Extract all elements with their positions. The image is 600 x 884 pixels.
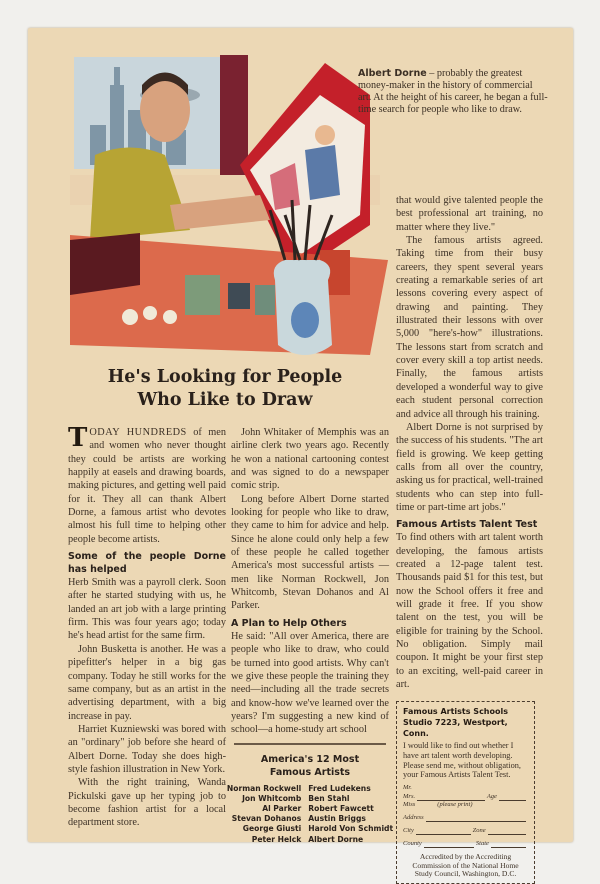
zone-field[interactable] <box>488 826 526 835</box>
lead-caps: ODAY HUNDREDS <box>89 427 187 438</box>
county-field[interactable] <box>424 839 474 848</box>
paragraph: With the right training, Wanda Pickulski gave up her typing job to become fashion artist for a local department store. <box>68 777 226 829</box>
artist-name: Harold Von Schmidt <box>308 824 394 834</box>
illustration-caption <box>358 68 548 116</box>
column-3 <box>396 194 543 884</box>
label-mrs: Mrs. <box>403 792 416 800</box>
mail-coupon[interactable] <box>396 701 535 884</box>
drop-cap: T <box>68 423 88 453</box>
artist-name: Robert Fawcett <box>308 803 374 813</box>
paragraph: The famous artists agreed. Taking time from their busy careers, they spent several years creating a remarkable series of art lessons covering every aspect of drawing and painting. They illustrated their lessons with over 5,000 "here's-how" illustrations. The lessons start from scratch and cover every skill a top artist needs. Finally, the famous artists developed a wonderful way to give each student personal correction and advice all through his training. <box>396 235 543 420</box>
divider <box>234 743 386 745</box>
coupon-header-2: Studio 7223, Westport, Conn. <box>403 718 508 739</box>
headline-line-2: Who Like to Draw <box>137 390 313 410</box>
famous-title-2: Famous Artists <box>269 766 351 778</box>
coupon-intro: I would like to find out whether I have art talent worth developing. Please send me, without obligation, your Famous Artists Talent Test. <box>403 741 521 780</box>
artist-name: Fred Ludekens <box>308 783 371 793</box>
label-please-print: (please print) <box>437 800 473 808</box>
label-age: Age <box>486 792 497 800</box>
state-field[interactable] <box>491 839 526 848</box>
albert-dorne-illustration <box>70 55 388 365</box>
paragraph: Herb Smith was a payroll clerk. Soon after he started studying with us, he landed an art job with a large printing firm. This was four years ago; today he's head artist for the same firm. <box>68 577 226 642</box>
section-heading-talent-test: Famous Artists Talent Test <box>396 519 538 531</box>
label-mr: Mr. <box>403 783 412 791</box>
label-address: Address <box>403 813 424 821</box>
paragraph: He said: "All over America, there are people who like to draw, who could be turned into good artists. Why can't we give these people the training they need—including all the trade secrets and know-how we've learned over the years? I'm suggesting a new kind of school—a home-study art school <box>231 630 389 736</box>
headline <box>70 366 380 412</box>
famous-title-1: America's 12 Most <box>260 753 360 765</box>
coupon-header-1: Famous Artists Schools <box>403 707 508 717</box>
paragraph: To find others with art talent worth developing, the famous artists created a 12-page talent test. Thousands paid $1 for this test, but now the School offers it free and will grade it free. If you show talent on the test, you will be eligible for training by the School. No obligation. Simply mail coupon. It might be your first step to an exciting, well-paid career in art. <box>396 532 543 691</box>
label-state: State <box>475 839 489 847</box>
artist-name: Norman Rockwell <box>226 783 302 793</box>
city-field[interactable] <box>416 826 471 835</box>
intro-paragraph <box>68 423 226 546</box>
headline-line-1: He's Looking for People <box>107 367 343 387</box>
label-zone: Zone <box>472 826 486 834</box>
section-heading-helped: Some of the people Dorne has helped <box>68 551 226 576</box>
section-heading-plan: A Plan to Help Others <box>231 617 347 629</box>
accreditation-note: Accredited by the Accrediting Commission of the National Home Study Council, Washington, D.C. <box>412 851 519 879</box>
paragraph: Long before Albert Dorne started looking for people who like to draw, they came to him for advice and help. Since he alone could only help a few of these people he called together America's most successful artists —men like Norman Rockwell, Jon Whitcomb, Stevan Dohanos and Al Parker. <box>231 493 389 612</box>
column-2 <box>226 426 394 845</box>
artist-name: Jon Whitcomb <box>242 793 302 803</box>
paragraph: John Whitaker of Memphis was an airline clerk two years ago. Recently he won a national cartooning contest and was signed to do a newspaper comic strip. <box>231 427 389 492</box>
artist-name: Peter Helck <box>251 834 302 844</box>
artist-name: Ben Stahl <box>308 793 350 803</box>
label-county: County <box>403 839 422 847</box>
age-field[interactable] <box>499 792 526 801</box>
paragraph: Albert Dorne is not surprised by the success of his students. "The art field is growing. We keep getting calls from all over the country, asking us for practical, well-trained students who can step into full-time or part-time art jobs." <box>396 421 543 513</box>
label-miss: Miss <box>403 800 416 808</box>
name-field[interactable] <box>417 792 485 801</box>
intro-text: of men and women who never thought they could be artists are working happily at easels and drawing boards, making pictures, and getting well paid for it. They all can thank Albert Dorne, a famous artist who devotes almost his full time to helping other people become artists. <box>68 427 226 545</box>
address-field[interactable] <box>426 813 526 822</box>
paragraph: that would give talented people the best professional art training, no matter where they live." <box>396 195 543 233</box>
artist-name: Al Parker <box>262 803 302 813</box>
column-1 <box>68 423 226 830</box>
artist-name: Austin Briggs <box>308 814 366 824</box>
artist-name: George Giusti <box>242 824 302 834</box>
caption-name: Albert Dorne <box>358 68 427 79</box>
artist-names <box>225 784 395 845</box>
paragraph: Harriet Kuzniewski was bored with an "ordinary" job before she heard of Albert Dorne. Today she does high-style fashion illustration in New York. <box>68 723 226 775</box>
paragraph: John Busketta is another. He was a pipefitter's helper in a big gas company. Today he still works for the same company, but as an artist in the advertising department, with a big increase in pay. <box>68 643 226 722</box>
label-city: City <box>403 826 414 834</box>
artist-name: Stevan Dohanos <box>231 814 302 824</box>
caption-text: – probably the greatest money-maker in the history of commercial art. At the height of his career, he began a full-time search for people who like to draw. <box>358 68 548 115</box>
famous-artists-box <box>225 753 395 845</box>
artist-name: Albert Dorne <box>308 834 364 844</box>
